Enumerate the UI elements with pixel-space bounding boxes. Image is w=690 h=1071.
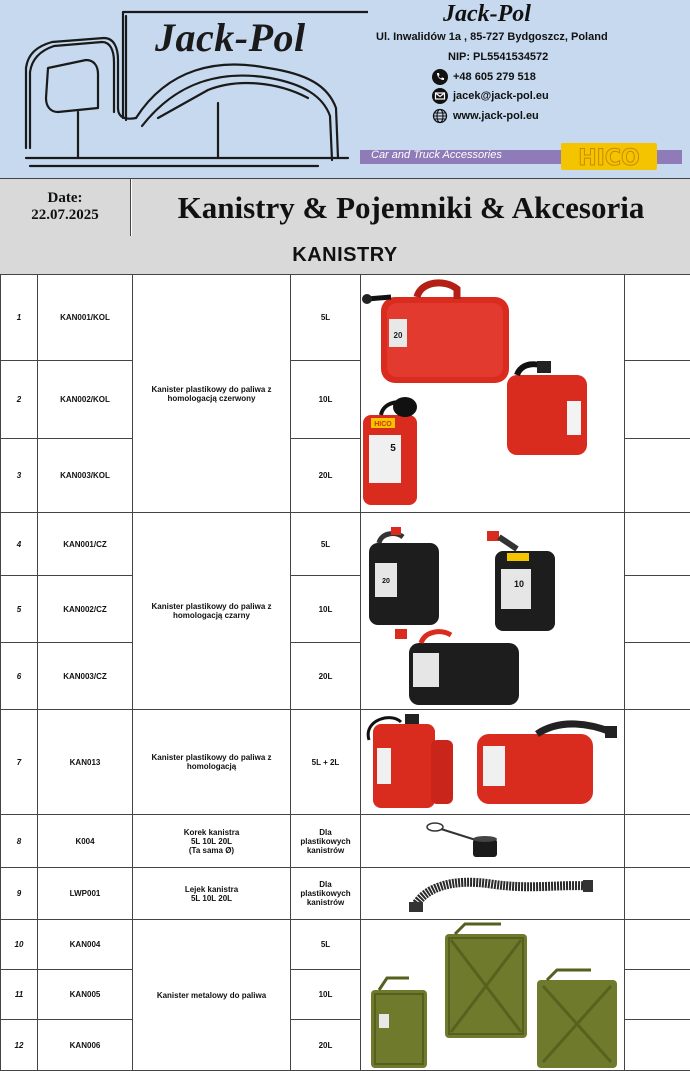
email-icon <box>432 88 448 104</box>
description-line: 5L 10L 20L <box>190 893 233 903</box>
product-image-red-canisters <box>361 275 625 513</box>
product-capacity: 10L <box>291 361 361 439</box>
empty-cell <box>625 920 690 970</box>
product-table <box>0 274 690 1071</box>
hico-logo-text: HICO <box>578 146 640 170</box>
company-nip: NIP: PL5541534572 <box>448 51 549 63</box>
title-row <box>0 178 690 237</box>
tagline: Car and Truck Accessories <box>371 149 502 161</box>
table-row <box>1 275 690 361</box>
page-title: Kanistry & Pojemniki & Akcesoria <box>132 179 690 236</box>
empty-cell <box>625 970 690 1020</box>
row-number: 12 <box>1 1020 38 1071</box>
product-code: KAN005 <box>38 970 133 1020</box>
row-number: 2 <box>1 361 38 439</box>
svg-text:HICO: HICO <box>374 421 392 428</box>
description-line: 5L 10L 20L <box>190 836 233 846</box>
product-description: Kanister plastikowy do paliwa z homologacją <box>133 710 291 815</box>
product-capacity: 20L <box>291 439 361 513</box>
product-code: K004 <box>38 815 133 868</box>
empty-cell <box>625 868 690 920</box>
row-number: 10 <box>1 920 38 970</box>
description-line: Lejek kanistra <box>184 884 239 894</box>
website-contact <box>432 108 539 124</box>
product-capacity: 5L <box>291 513 361 576</box>
product-code: KAN002/CZ <box>38 576 133 643</box>
row-number: 7 <box>1 710 38 815</box>
product-capacity: 5L <box>291 920 361 970</box>
table-row <box>1 513 690 576</box>
product-description <box>133 868 291 920</box>
product-code: KAN001/KOL <box>38 275 133 361</box>
row-number: 5 <box>1 576 38 643</box>
empty-cell <box>625 710 690 815</box>
product-code: LWP001 <box>38 868 133 920</box>
section-title: KANISTRY <box>0 236 690 275</box>
empty-cell <box>625 439 690 513</box>
date-box <box>0 179 131 236</box>
empty-cell <box>625 815 690 868</box>
svg-text:20: 20 <box>393 331 403 340</box>
product-description <box>133 815 291 868</box>
company-name: Jack-Pol <box>443 1 531 27</box>
phone-contact <box>432 69 536 85</box>
phone-icon <box>432 69 448 85</box>
page-header <box>0 0 690 178</box>
product-capacity: 20L <box>291 1020 361 1071</box>
row-number: 1 <box>1 275 38 361</box>
phone-number[interactable]: +48 605 279 518 <box>453 71 536 83</box>
row-number: 6 <box>1 643 38 710</box>
product-code: KAN001/CZ <box>38 513 133 576</box>
product-description: Kanister metalowy do paliwa <box>133 920 291 1071</box>
row-number: 9 <box>1 868 38 920</box>
svg-text:5: 5 <box>390 443 396 454</box>
product-code: KAN004 <box>38 920 133 970</box>
product-capacity: 10L <box>291 576 361 643</box>
date-value: 22.07.2025 <box>31 207 99 223</box>
empty-cell <box>625 576 690 643</box>
product-capacity: 10L <box>291 970 361 1020</box>
product-image-black-canisters <box>361 513 625 710</box>
product-code: KAN003/KOL <box>38 439 133 513</box>
product-capacity: 5L <box>291 275 361 361</box>
row-number: 3 <box>1 439 38 513</box>
product-code: KAN006 <box>38 1020 133 1071</box>
table-row <box>1 710 690 815</box>
email-address[interactable]: jacek@jack-pol.eu <box>453 90 549 102</box>
product-code: KAN002/KOL <box>38 361 133 439</box>
product-capacity: 20L <box>291 643 361 710</box>
row-number: 4 <box>1 513 38 576</box>
product-code: KAN013 <box>38 710 133 815</box>
product-description: Kanister plastikowy do paliwa z homologacją czerwony <box>133 275 291 513</box>
globe-icon <box>432 108 448 124</box>
product-capacity: Dla plastikowych kanistrów <box>291 868 361 920</box>
email-contact <box>432 88 549 104</box>
svg-text:10: 10 <box>513 579 525 589</box>
empty-cell <box>625 275 690 361</box>
description-line: Korek kanistra <box>183 827 240 837</box>
empty-cell <box>625 361 690 439</box>
product-image-canister-cap <box>361 815 625 868</box>
hico-logo <box>561 143 657 170</box>
row-number: 8 <box>1 815 38 868</box>
row-number: 11 <box>1 970 38 1020</box>
product-description: Kanister plastikowy do paliwa z homologacją czarny <box>133 513 291 710</box>
product-image-funnel <box>361 868 625 920</box>
website-link[interactable]: www.jack-pol.eu <box>453 110 539 122</box>
product-capacity: 5L + 2L <box>291 710 361 815</box>
table-row <box>1 920 690 970</box>
date-label: Date: <box>47 190 83 206</box>
product-image-double-canisters <box>361 710 625 815</box>
empty-cell <box>625 1020 690 1071</box>
product-image-metal-canisters <box>361 920 625 1071</box>
company-address: Ul. Inwalidów 1a , 85-727 Bydgoszcz, Poland <box>376 31 608 43</box>
empty-cell <box>625 643 690 710</box>
product-capacity: Dla plastikowych kanistrów <box>291 815 361 868</box>
svg-text:20: 20 <box>382 578 390 585</box>
table-row <box>1 868 690 920</box>
description-line: (Ta sama Ø) <box>188 845 235 855</box>
table-row <box>1 815 690 868</box>
empty-cell <box>625 513 690 576</box>
logo-text: Jack-Pol <box>155 15 306 60</box>
product-code: KAN003/CZ <box>38 643 133 710</box>
